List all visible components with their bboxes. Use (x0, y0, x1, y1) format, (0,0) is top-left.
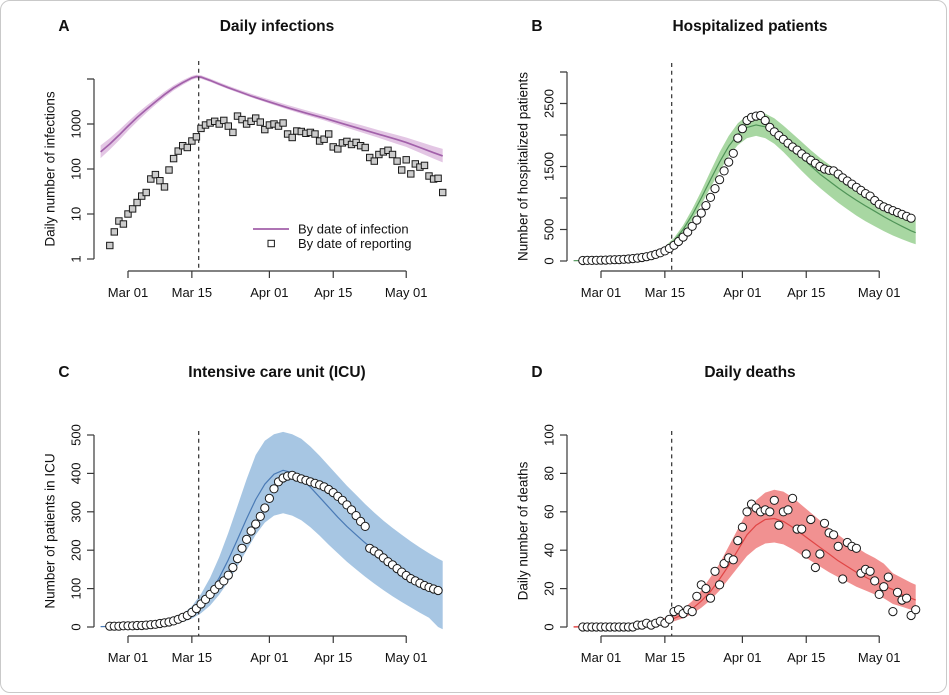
data-point-circle (711, 185, 719, 193)
C-y-tick-label: 200 (68, 539, 84, 562)
A-y-tick-label: 1000 (68, 109, 84, 139)
data-point-square (134, 199, 140, 205)
data-point-circle (802, 550, 810, 558)
D-x-tick-label: Mar 15 (644, 650, 686, 665)
data-point-circle (820, 519, 828, 527)
panel-daily-deaths (474, 347, 947, 693)
A-y-tick-label: 100 (68, 158, 84, 180)
data-point-square (161, 184, 167, 190)
data-point-circle (866, 567, 874, 575)
data-point-circle (875, 590, 883, 598)
data-point-square (403, 157, 409, 163)
C-y-tick-label: 100 (68, 577, 84, 600)
A-model-line (101, 77, 443, 156)
data-point-circle (903, 594, 911, 602)
data-point-circle (711, 567, 719, 575)
D-y-axis (542, 424, 568, 630)
B-x-tick-label: Mar 15 (644, 285, 686, 300)
data-point-square (312, 131, 318, 137)
C-x-tick-label: Apr 01 (250, 650, 289, 665)
panel-B-letter: B (531, 18, 543, 35)
data-point-circle (807, 515, 815, 523)
A-x-tick-label: Apr 15 (314, 285, 353, 300)
data-point-circle (665, 615, 673, 623)
data-point-circle (734, 134, 742, 142)
data-point-square (120, 221, 126, 227)
chart-D (474, 347, 947, 693)
data-point-circle (880, 583, 888, 591)
data-point-circle (229, 563, 237, 571)
data-point-circle (784, 506, 792, 514)
data-point-square (193, 134, 199, 140)
data-point-square (326, 131, 332, 137)
data-point-square (289, 134, 295, 140)
data-point-circle (884, 573, 892, 581)
A-y-axis (69, 79, 95, 263)
data-point-circle (907, 214, 915, 222)
panel-daily-infections (1, 1, 475, 348)
data-point-circle (729, 149, 737, 157)
D-y-tick-label: 80 (541, 466, 557, 481)
B-y-tick-label: 2500 (541, 89, 557, 118)
D-x-tick-label: Mar 01 (580, 650, 622, 665)
data-point-square (107, 242, 113, 248)
B-uncertainty-band (574, 113, 916, 261)
data-point-square (421, 162, 427, 168)
data-point-circle (834, 542, 842, 550)
data-point-circle (830, 531, 838, 539)
data-point-circle (798, 525, 806, 533)
data-point-circle (871, 577, 879, 585)
D-x-axis (581, 636, 901, 665)
data-point-square (152, 171, 158, 177)
data-point-circle (238, 544, 246, 552)
panel-B-y-axis-label: Number of hospitalized patients (515, 71, 531, 262)
B-x-tick-label: Apr 15 (787, 285, 826, 300)
data-point-circle (693, 592, 701, 600)
data-point-square (111, 229, 117, 235)
data-point-circle (434, 586, 442, 594)
data-point-square (394, 158, 400, 164)
data-point-circle (775, 521, 783, 529)
data-point-circle (811, 563, 819, 571)
panel-A-y-axis-label: Daily number of infections (42, 91, 58, 247)
C-y-tick-label: 500 (68, 424, 84, 446)
B-y-tick-label: 500 (541, 218, 557, 241)
data-point-circle (256, 512, 264, 520)
B-x-tick-label: Apr 01 (723, 285, 762, 300)
panel-D-title: Daily deaths (704, 364, 796, 381)
data-point-circle (770, 496, 778, 504)
A-x-tick-label: Mar 15 (171, 285, 213, 300)
data-point-circle (243, 535, 251, 543)
B-x-tick-label: Mar 01 (580, 285, 622, 300)
data-point-circle (893, 588, 901, 596)
data-point-square (335, 146, 341, 152)
data-point-square (257, 119, 263, 125)
A-x-tick-label: Apr 01 (250, 285, 289, 300)
data-point-circle (252, 520, 260, 528)
A-x-tick-label: May 01 (384, 285, 428, 300)
data-point-circle (734, 537, 742, 545)
C-y-tick-label: 300 (68, 500, 84, 523)
chart-C (1, 347, 475, 693)
A-y-tick-label: 10 (68, 206, 84, 222)
data-point-circle (261, 504, 269, 512)
data-point-circle (738, 523, 746, 531)
data-point-circle (720, 167, 728, 175)
D-y-tick-label: 20 (541, 581, 557, 596)
B-x-axis (581, 271, 901, 300)
B-y-tick-label: 1500 (541, 152, 557, 181)
C-uncertainty-band (101, 432, 443, 629)
data-point-square (399, 167, 405, 173)
D-y-tick-label: 100 (541, 424, 557, 446)
A-y-tick-label: 1 (68, 255, 84, 263)
data-point-square (170, 155, 176, 161)
data-point-circle (725, 158, 733, 166)
C-x-axis (108, 636, 428, 665)
data-point-square (230, 129, 236, 135)
A-x-axis (108, 271, 428, 300)
panel-C-title: Intensive care unit (ICU) (188, 364, 366, 381)
data-point-circle (816, 550, 824, 558)
panel-A-letter: A (58, 18, 70, 35)
B-y-tick-label: 0 (541, 257, 557, 265)
data-point-square (166, 167, 172, 173)
panel-D-letter: D (531, 364, 543, 381)
data-point-circle (889, 608, 897, 616)
data-point-square (435, 175, 441, 181)
data-point-square (440, 189, 446, 195)
A-x-tick-label: Mar 01 (107, 285, 149, 300)
data-point-circle (706, 594, 714, 602)
legend-label: By date of reporting (298, 236, 412, 251)
C-x-tick-label: Mar 01 (107, 650, 149, 665)
data-point-square (371, 158, 377, 164)
data-point-circle (265, 494, 273, 502)
panel-C-letter: C (58, 364, 70, 381)
data-point-square (157, 178, 163, 184)
legend-square-swatch (268, 240, 274, 246)
chart-A (1, 1, 475, 348)
legend-label: By date of infection (298, 221, 409, 237)
data-point-circle (729, 556, 737, 564)
D-y-tick-label: 0 (541, 623, 557, 631)
data-point-circle (233, 555, 241, 563)
data-point-circle (697, 209, 705, 217)
panel-hospitalized-patients (474, 1, 947, 348)
data-point-circle (224, 571, 232, 579)
D-x-tick-label: May 01 (857, 650, 901, 665)
chart-B (474, 1, 947, 348)
C-x-tick-label: May 01 (384, 650, 428, 665)
C-y-tick-label: 0 (68, 623, 84, 631)
data-point-circle (688, 608, 696, 616)
data-point-circle (702, 585, 710, 593)
legend (253, 222, 411, 252)
D-x-tick-label: Apr 15 (787, 650, 826, 665)
data-point-circle (706, 193, 714, 201)
D-y-tick-label: 60 (541, 504, 557, 520)
panel-C-y-axis-label: Number of patients in ICU (42, 453, 58, 609)
data-point-square (143, 189, 149, 195)
panel-A-title: Daily infections (219, 18, 335, 35)
data-point-square (184, 144, 190, 150)
D-y-tick-label: 40 (541, 542, 557, 558)
data-point-square (280, 120, 286, 126)
B-x-tick-label: May 01 (857, 285, 901, 300)
data-point-square (225, 123, 231, 129)
data-point-circle (766, 508, 774, 516)
data-point-circle (839, 575, 847, 583)
data-point-circle (912, 606, 920, 614)
data-point-circle (702, 202, 710, 210)
data-point-circle (361, 522, 369, 530)
data-point-circle (743, 508, 751, 516)
panel-D-y-axis-label: Daily number of deaths (515, 461, 531, 601)
B-y-axis (542, 72, 568, 265)
data-point-square (389, 151, 395, 157)
panel-B-title: Hospitalized patients (672, 18, 828, 35)
data-point-circle (738, 125, 746, 133)
data-point-circle (789, 494, 797, 502)
data-point-circle (852, 544, 860, 552)
panel-icu (1, 347, 475, 693)
data-point-square (129, 206, 135, 212)
data-point-circle (716, 581, 724, 589)
data-point-square (362, 144, 368, 150)
C-y-axis (69, 424, 95, 630)
D-x-tick-label: Apr 01 (723, 650, 762, 665)
C-x-tick-label: Mar 15 (171, 650, 213, 665)
C-x-tick-label: Apr 15 (314, 650, 353, 665)
C-y-tick-label: 400 (68, 462, 84, 485)
data-point-square (408, 171, 414, 177)
data-point-circle (716, 176, 724, 184)
